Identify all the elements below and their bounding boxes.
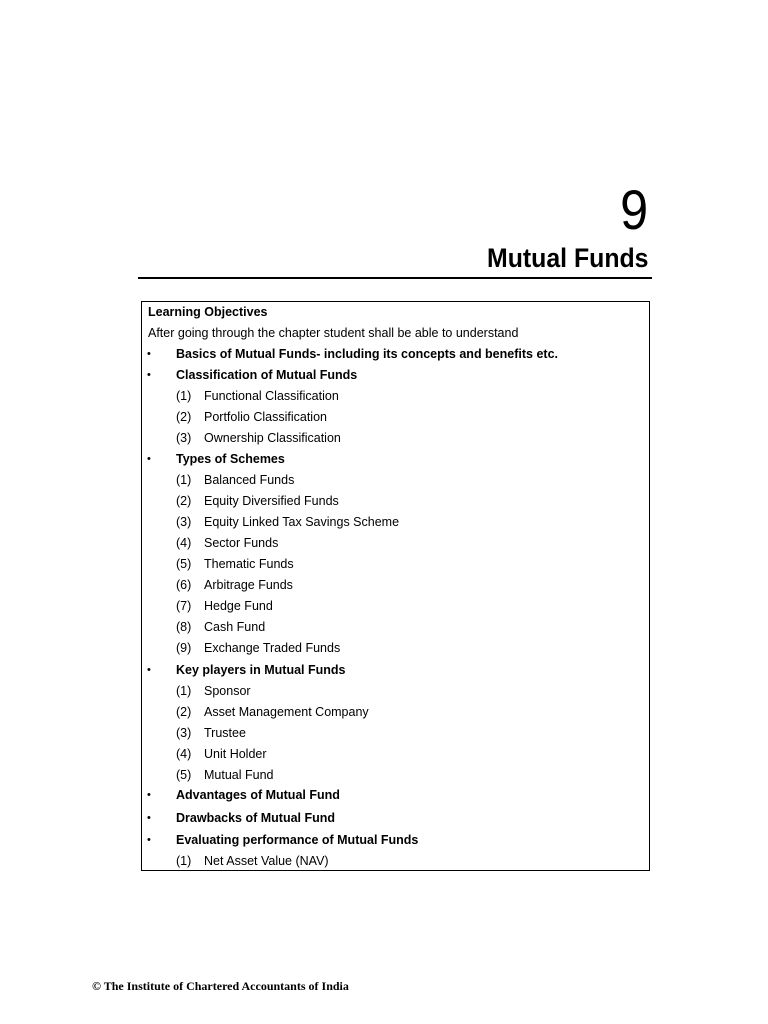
bullet-icon: • bbox=[147, 834, 151, 846]
objective-subitem bbox=[0, 554, 640, 574]
objective-subitem-number: (8) bbox=[176, 620, 192, 634]
learning-objectives-heading: Learning Objectives bbox=[148, 305, 268, 319]
objective-subitem-number: (3) bbox=[176, 726, 192, 740]
objective-subitem-text: Sponsor bbox=[204, 684, 251, 698]
objective-subitem bbox=[0, 386, 640, 406]
objective-subitem-number: (5) bbox=[176, 768, 192, 782]
bullet-icon: • bbox=[147, 789, 151, 801]
objective-subitem-text: Functional Classification bbox=[204, 389, 339, 403]
objective-subitem-number: (7) bbox=[176, 599, 192, 613]
bullet-icon: • bbox=[147, 348, 151, 360]
objective-subitem-number: (3) bbox=[176, 431, 192, 445]
objective-subitem-text: Equity Diversified Funds bbox=[204, 494, 339, 508]
chapter-title: Mutual Funds bbox=[486, 243, 648, 273]
objective-subitem-number: (5) bbox=[176, 557, 192, 571]
objective-subitem-number: (6) bbox=[176, 578, 192, 592]
objective-subitem-text: Balanced Funds bbox=[204, 473, 295, 487]
objective-section-label: Types of Schemes bbox=[176, 452, 285, 466]
objective-subitem bbox=[0, 638, 640, 658]
objective-section bbox=[0, 344, 640, 364]
bullet-icon: • bbox=[147, 664, 151, 676]
objective-section-label: Classification of Mutual Funds bbox=[176, 368, 358, 382]
learning-objectives-intro: After going through the chapter student shall be able to understand bbox=[148, 326, 519, 340]
objective-subitem bbox=[0, 765, 640, 785]
objective-subitem bbox=[0, 512, 640, 532]
bullet-icon: • bbox=[147, 812, 151, 824]
bullet-icon: • bbox=[147, 453, 151, 465]
objective-subitem bbox=[0, 533, 640, 553]
objective-section bbox=[0, 830, 640, 850]
objective-section-label: Evaluating performance of Mutual Funds bbox=[176, 833, 419, 847]
objective-subitem-text: Hedge Fund bbox=[204, 599, 273, 613]
objective-section bbox=[0, 365, 640, 385]
objective-subitem bbox=[0, 851, 640, 871]
objective-subitem-text: Net Asset Value (NAV) bbox=[204, 854, 329, 868]
objective-subitem bbox=[0, 744, 640, 764]
objective-subitem-number: (2) bbox=[176, 410, 192, 424]
objective-section-label: Drawbacks of Mutual Fund bbox=[176, 811, 336, 825]
objective-subitem-number: (3) bbox=[176, 515, 192, 529]
objective-subitem-number: (1) bbox=[176, 684, 192, 698]
bullet-icon: • bbox=[147, 369, 151, 381]
objective-section-label: Advantages of Mutual Fund bbox=[176, 788, 340, 802]
objective-subitem-number: (1) bbox=[176, 473, 192, 487]
objective-subitem-text: Arbitrage Funds bbox=[204, 578, 293, 592]
objective-subitem bbox=[0, 702, 640, 722]
objective-subitem bbox=[0, 596, 640, 616]
objective-subitem bbox=[0, 470, 640, 490]
objective-subitem-number: (4) bbox=[176, 536, 192, 550]
objective-subitem-number: (1) bbox=[176, 854, 192, 868]
objective-subitem-text: Equity Linked Tax Savings Scheme bbox=[204, 515, 400, 529]
objective-subitem-text: Portfolio Classification bbox=[204, 410, 327, 424]
objective-subitem bbox=[0, 575, 640, 595]
objective-subitem-text: Exchange Traded Funds bbox=[204, 641, 341, 655]
objective-subitem bbox=[0, 407, 640, 427]
objective-subitem-number: (2) bbox=[176, 705, 192, 719]
objective-subitem bbox=[0, 681, 640, 701]
objective-subitem bbox=[0, 617, 640, 637]
objective-subitem-number: (2) bbox=[176, 494, 192, 508]
objective-subitem-text: Unit Holder bbox=[204, 747, 267, 761]
objective-subitem-text: Asset Management Company bbox=[204, 705, 369, 719]
objective-subitem-text: Thematic Funds bbox=[204, 557, 294, 571]
objective-subitem-text: Sector Funds bbox=[204, 536, 279, 550]
objective-subitem bbox=[0, 491, 640, 511]
title-divider bbox=[138, 277, 652, 279]
objective-subitem-text: Mutual Fund bbox=[204, 768, 274, 782]
objective-subitem-text: Cash Fund bbox=[204, 620, 266, 634]
objective-subitem-number: (9) bbox=[176, 641, 192, 655]
objective-subitem-text: Trustee bbox=[204, 726, 246, 740]
objective-section bbox=[0, 660, 640, 680]
objective-section bbox=[0, 785, 640, 805]
chapter-number: 9 bbox=[619, 178, 648, 241]
objective-subitem bbox=[0, 428, 640, 448]
objective-subitem-text: Ownership Classification bbox=[204, 431, 341, 445]
objective-section bbox=[0, 808, 640, 828]
objective-section bbox=[0, 449, 640, 469]
objective-section-label: Key players in Mutual Funds bbox=[176, 663, 346, 677]
objective-section-label: Basics of Mutual Funds- including its concepts and benefits etc. bbox=[176, 347, 558, 361]
objective-subitem-number: (4) bbox=[176, 747, 192, 761]
objective-subitem bbox=[0, 723, 640, 743]
objective-subitem-number: (1) bbox=[176, 389, 192, 403]
footer-copyright: © The Institute of Chartered Accountants of India bbox=[92, 979, 349, 993]
